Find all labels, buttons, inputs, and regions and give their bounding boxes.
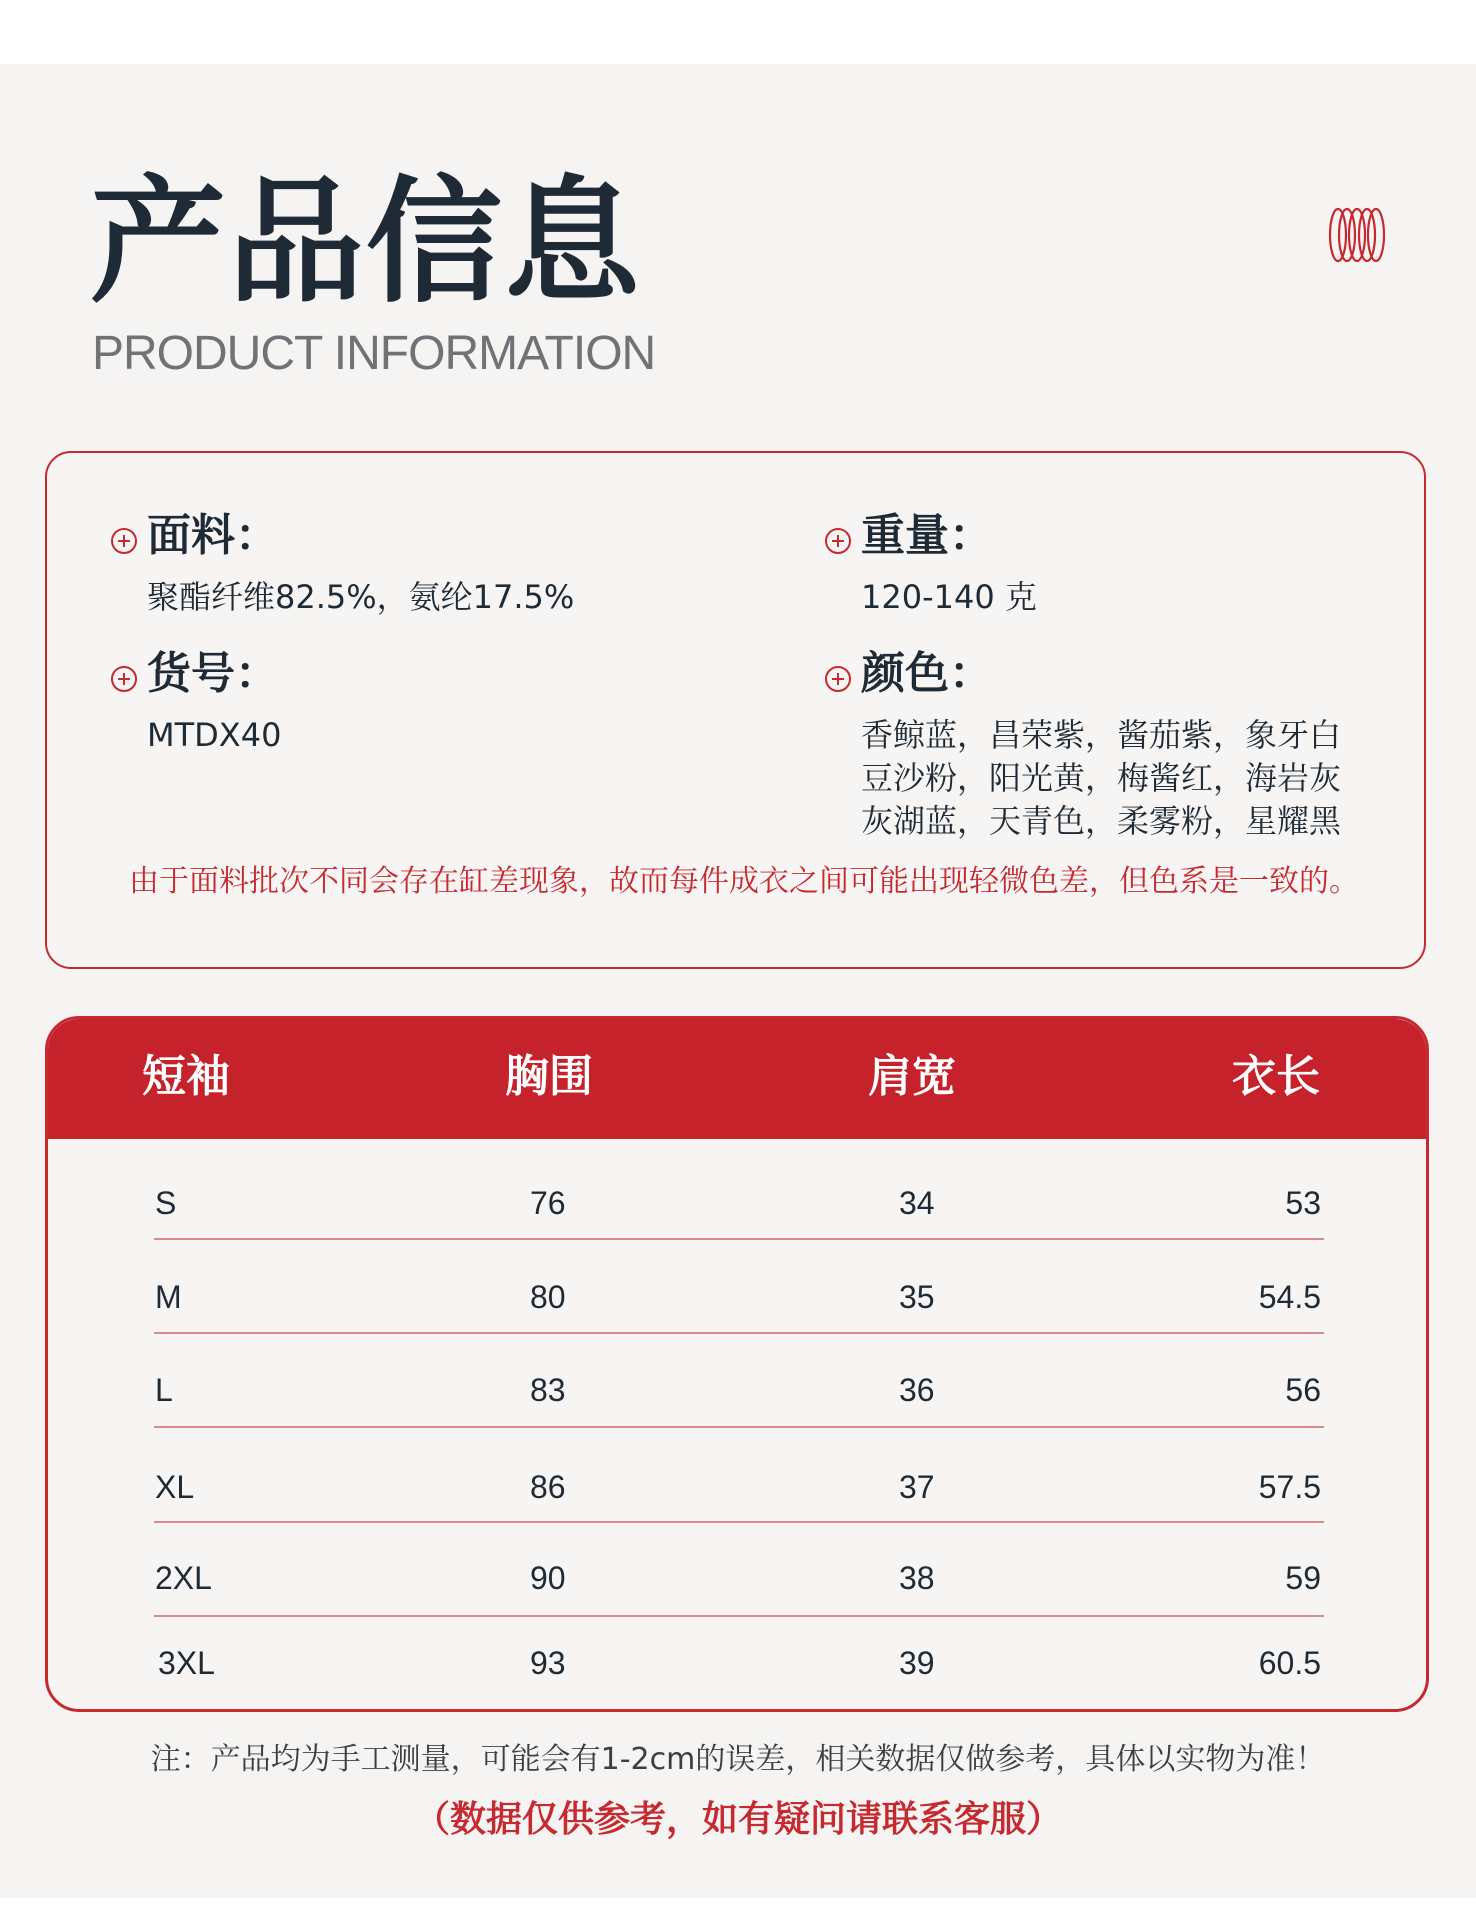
plus-circle-icon bbox=[109, 664, 139, 694]
row-divider bbox=[154, 1426, 1324, 1428]
header-sleeve: 短袖 bbox=[142, 1051, 230, 1102]
chest-cell: 76 bbox=[530, 1185, 566, 1221]
product-info-box bbox=[45, 451, 1426, 969]
size-table bbox=[45, 1016, 1429, 1712]
chest-cell: 83 bbox=[530, 1372, 566, 1408]
page-title: 产品信息 bbox=[90, 164, 642, 322]
table-row bbox=[48, 1548, 1426, 1608]
row-divider bbox=[154, 1521, 1324, 1523]
size-cell: S bbox=[155, 1185, 177, 1221]
weight-label: 重量： bbox=[861, 510, 993, 561]
table-row bbox=[48, 1173, 1426, 1233]
header-length: 衣长 bbox=[1232, 1051, 1320, 1102]
item-no-value: MTDX40 bbox=[147, 716, 282, 754]
measurement-note: 注：产品均为手工测量，可能会有1-2cm的误差，相关数据仅做参考，具体以实物为准！ bbox=[150, 1742, 1326, 1777]
rings-icon bbox=[1328, 206, 1386, 264]
color-line: 灰湖蓝，天青色，柔雾粉，星耀黑 bbox=[861, 802, 1342, 840]
header-shoulder: 肩宽 bbox=[868, 1051, 956, 1102]
color-line: 豆沙粉，阳光黄，梅酱红，海岩灰 bbox=[861, 759, 1342, 797]
color-label: 颜色： bbox=[861, 648, 993, 699]
table-row bbox=[48, 1633, 1426, 1693]
size-cell: L bbox=[155, 1372, 173, 1408]
row-divider bbox=[154, 1332, 1324, 1334]
color-item bbox=[823, 646, 1341, 843]
size-cell: XL bbox=[155, 1469, 195, 1505]
chest-cell: 86 bbox=[530, 1469, 566, 1505]
plus-circle-icon bbox=[109, 526, 139, 556]
table-row bbox=[48, 1360, 1426, 1420]
color-line: 香鲸蓝，昌荣紫，酱茄紫，象牙白 bbox=[861, 716, 1342, 754]
row-divider bbox=[154, 1615, 1324, 1617]
length-cell: 57.5 bbox=[1258, 1469, 1321, 1505]
size-cell: M bbox=[155, 1279, 182, 1315]
table-row bbox=[48, 1267, 1426, 1327]
item-no-item bbox=[109, 646, 281, 757]
fabric-label: 面料： bbox=[147, 510, 279, 561]
length-cell: 56 bbox=[1285, 1372, 1321, 1408]
page-subtitle: PRODUCT INFORMATION bbox=[92, 327, 656, 380]
fabric-value: 聚酯纤维82.5%，氨纶17.5% bbox=[147, 578, 575, 616]
length-cell: 54.5 bbox=[1258, 1279, 1321, 1315]
weight-item bbox=[823, 508, 1037, 619]
shoulder-cell: 39 bbox=[899, 1645, 935, 1681]
shoulder-cell: 38 bbox=[899, 1560, 935, 1596]
chest-cell: 80 bbox=[530, 1279, 566, 1315]
length-cell: 53 bbox=[1285, 1185, 1321, 1221]
length-cell: 60.5 bbox=[1258, 1645, 1321, 1681]
header-chest: 胸围 bbox=[505, 1051, 593, 1102]
contact-note: （数据仅供参考，如有疑问请联系客服） bbox=[413, 1799, 1062, 1840]
table-row bbox=[48, 1457, 1426, 1517]
color-value bbox=[861, 714, 1341, 843]
size-cell: 3XL bbox=[158, 1645, 215, 1681]
length-cell: 59 bbox=[1285, 1560, 1321, 1596]
chest-cell: 90 bbox=[530, 1560, 566, 1596]
shoulder-cell: 36 bbox=[899, 1372, 935, 1408]
shoulder-cell: 34 bbox=[899, 1185, 935, 1221]
shoulder-cell: 35 bbox=[899, 1279, 935, 1315]
plus-circle-icon bbox=[823, 664, 853, 694]
row-divider bbox=[154, 1238, 1324, 1240]
weight-value: 120-140 克 bbox=[861, 578, 1037, 616]
size-cell: 2XL bbox=[155, 1560, 212, 1596]
size-table-header bbox=[48, 1019, 1426, 1139]
color-difference-note: 由于面料批次不同会存在缸差现象，故而每件成衣之间可能出现轻微色差，但色系是一致的。 bbox=[129, 864, 1359, 899]
plus-circle-icon bbox=[823, 526, 853, 556]
shoulder-cell: 37 bbox=[899, 1469, 935, 1505]
fabric-item bbox=[109, 508, 574, 619]
chest-cell: 93 bbox=[530, 1645, 566, 1681]
item-no-label: 货号： bbox=[147, 648, 279, 699]
